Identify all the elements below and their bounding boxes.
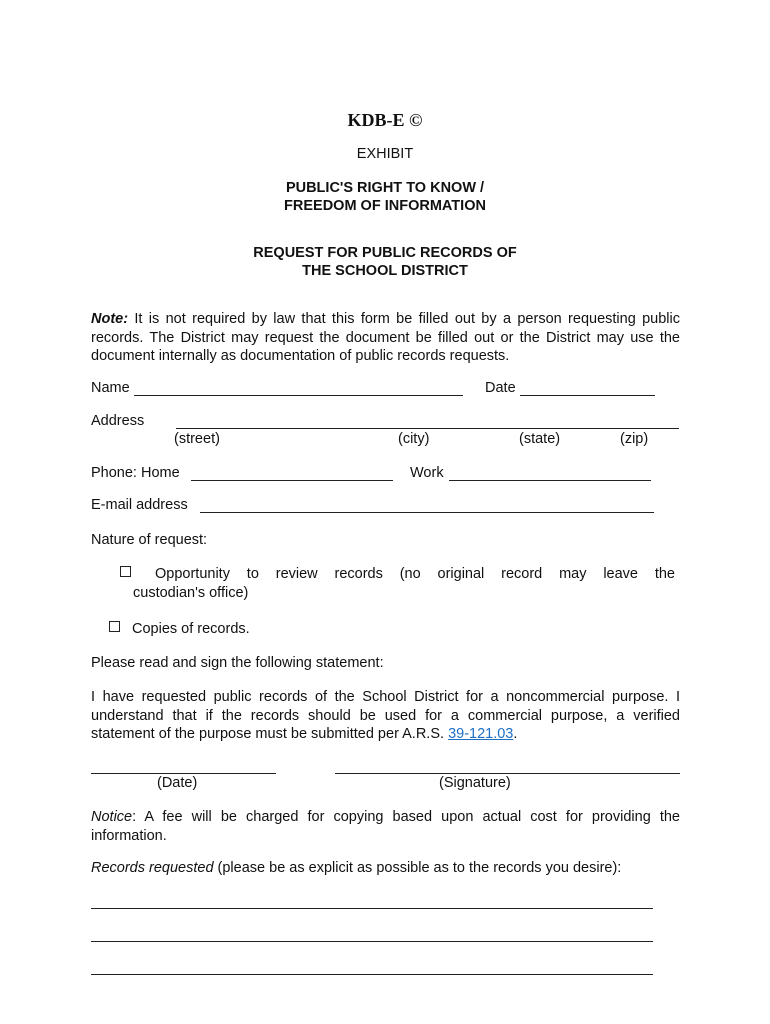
signature-date-field[interactable] xyxy=(91,773,276,774)
statement-text: I have requested public records of the School District for a noncommercial purpose. I understand that if the records should be used for a commercial purpose, a verified statement of the purpose must be submitted per A.R.S. xyxy=(91,689,680,742)
phone-home-field[interactable] xyxy=(191,480,393,481)
signature-field[interactable] xyxy=(335,773,680,774)
option-review-line-1: Opportunity to review records (no original record may leave the xyxy=(155,566,675,582)
email-field[interactable] xyxy=(200,512,654,513)
date-caption: (Date) xyxy=(157,775,198,791)
notice-paragraph xyxy=(91,808,680,845)
statement-paragraph xyxy=(91,688,680,744)
work-label: Work xyxy=(410,465,444,481)
date-field[interactable] xyxy=(520,395,655,396)
date-label: Date xyxy=(485,380,516,396)
nature-of-request-label: Nature of request: xyxy=(91,532,208,548)
title-line-2: FREEDOM OF INFORMATION xyxy=(284,198,486,214)
checkbox-icon xyxy=(109,621,120,632)
address-field[interactable] xyxy=(176,428,679,429)
street-caption: (street) xyxy=(174,431,220,447)
email-label: E-mail address xyxy=(91,497,188,513)
option-review-line-2: custodian's office) xyxy=(133,585,249,601)
phone-home-label: Phone: Home xyxy=(91,465,180,481)
subtitle-line-2: THE SCHOOL DISTRICT xyxy=(302,263,468,279)
title-line-1: PUBLIC'S RIGHT TO KNOW / xyxy=(285,180,485,196)
ars-link[interactable]: 39-121.03 xyxy=(448,726,514,742)
address-label: Address xyxy=(91,413,145,429)
checkbox-icon xyxy=(120,566,131,577)
note-label: Note: xyxy=(91,311,129,327)
phone-work-field[interactable] xyxy=(449,480,651,481)
records-requested-text: (please be as explicit as possible as to the records you desire): xyxy=(213,860,622,876)
policy-code: KDB-E © xyxy=(347,110,423,130)
exhibit-label: EXHIBIT xyxy=(356,146,414,162)
name-field[interactable] xyxy=(134,395,463,396)
records-line-1[interactable] xyxy=(91,908,653,909)
records-requested-label: Records requested xyxy=(91,860,214,876)
copies-checkbox[interactable] xyxy=(109,621,120,637)
note-paragraph xyxy=(91,310,680,366)
state-caption: (state) xyxy=(519,431,561,447)
statement-intro: Please read and sign the following statement: xyxy=(91,655,384,671)
note-text: It is not required by law that this form be filled out by a person requesting public records. The District may request the document be filled out or the District may use the document internally as documentation of public records requests. xyxy=(91,311,680,364)
city-caption: (city) xyxy=(398,431,430,447)
name-label: Name xyxy=(91,380,130,396)
records-requested-line xyxy=(91,860,621,876)
records-line-3[interactable] xyxy=(91,974,653,975)
notice-label: Notice xyxy=(91,809,133,825)
signature-caption: (Signature) xyxy=(439,775,511,791)
review-records-checkbox[interactable] xyxy=(120,566,131,582)
statement-period: . xyxy=(513,726,518,742)
notice-text: : A fee will be charged for copying based upon actual cost for providing the information. xyxy=(91,809,680,844)
subtitle-line-1: REQUEST FOR PUBLIC RECORDS OF xyxy=(253,245,517,261)
records-line-2[interactable] xyxy=(91,941,653,942)
zip-caption: (zip) xyxy=(620,431,649,447)
option-copies-label: Copies of records. xyxy=(132,621,250,637)
